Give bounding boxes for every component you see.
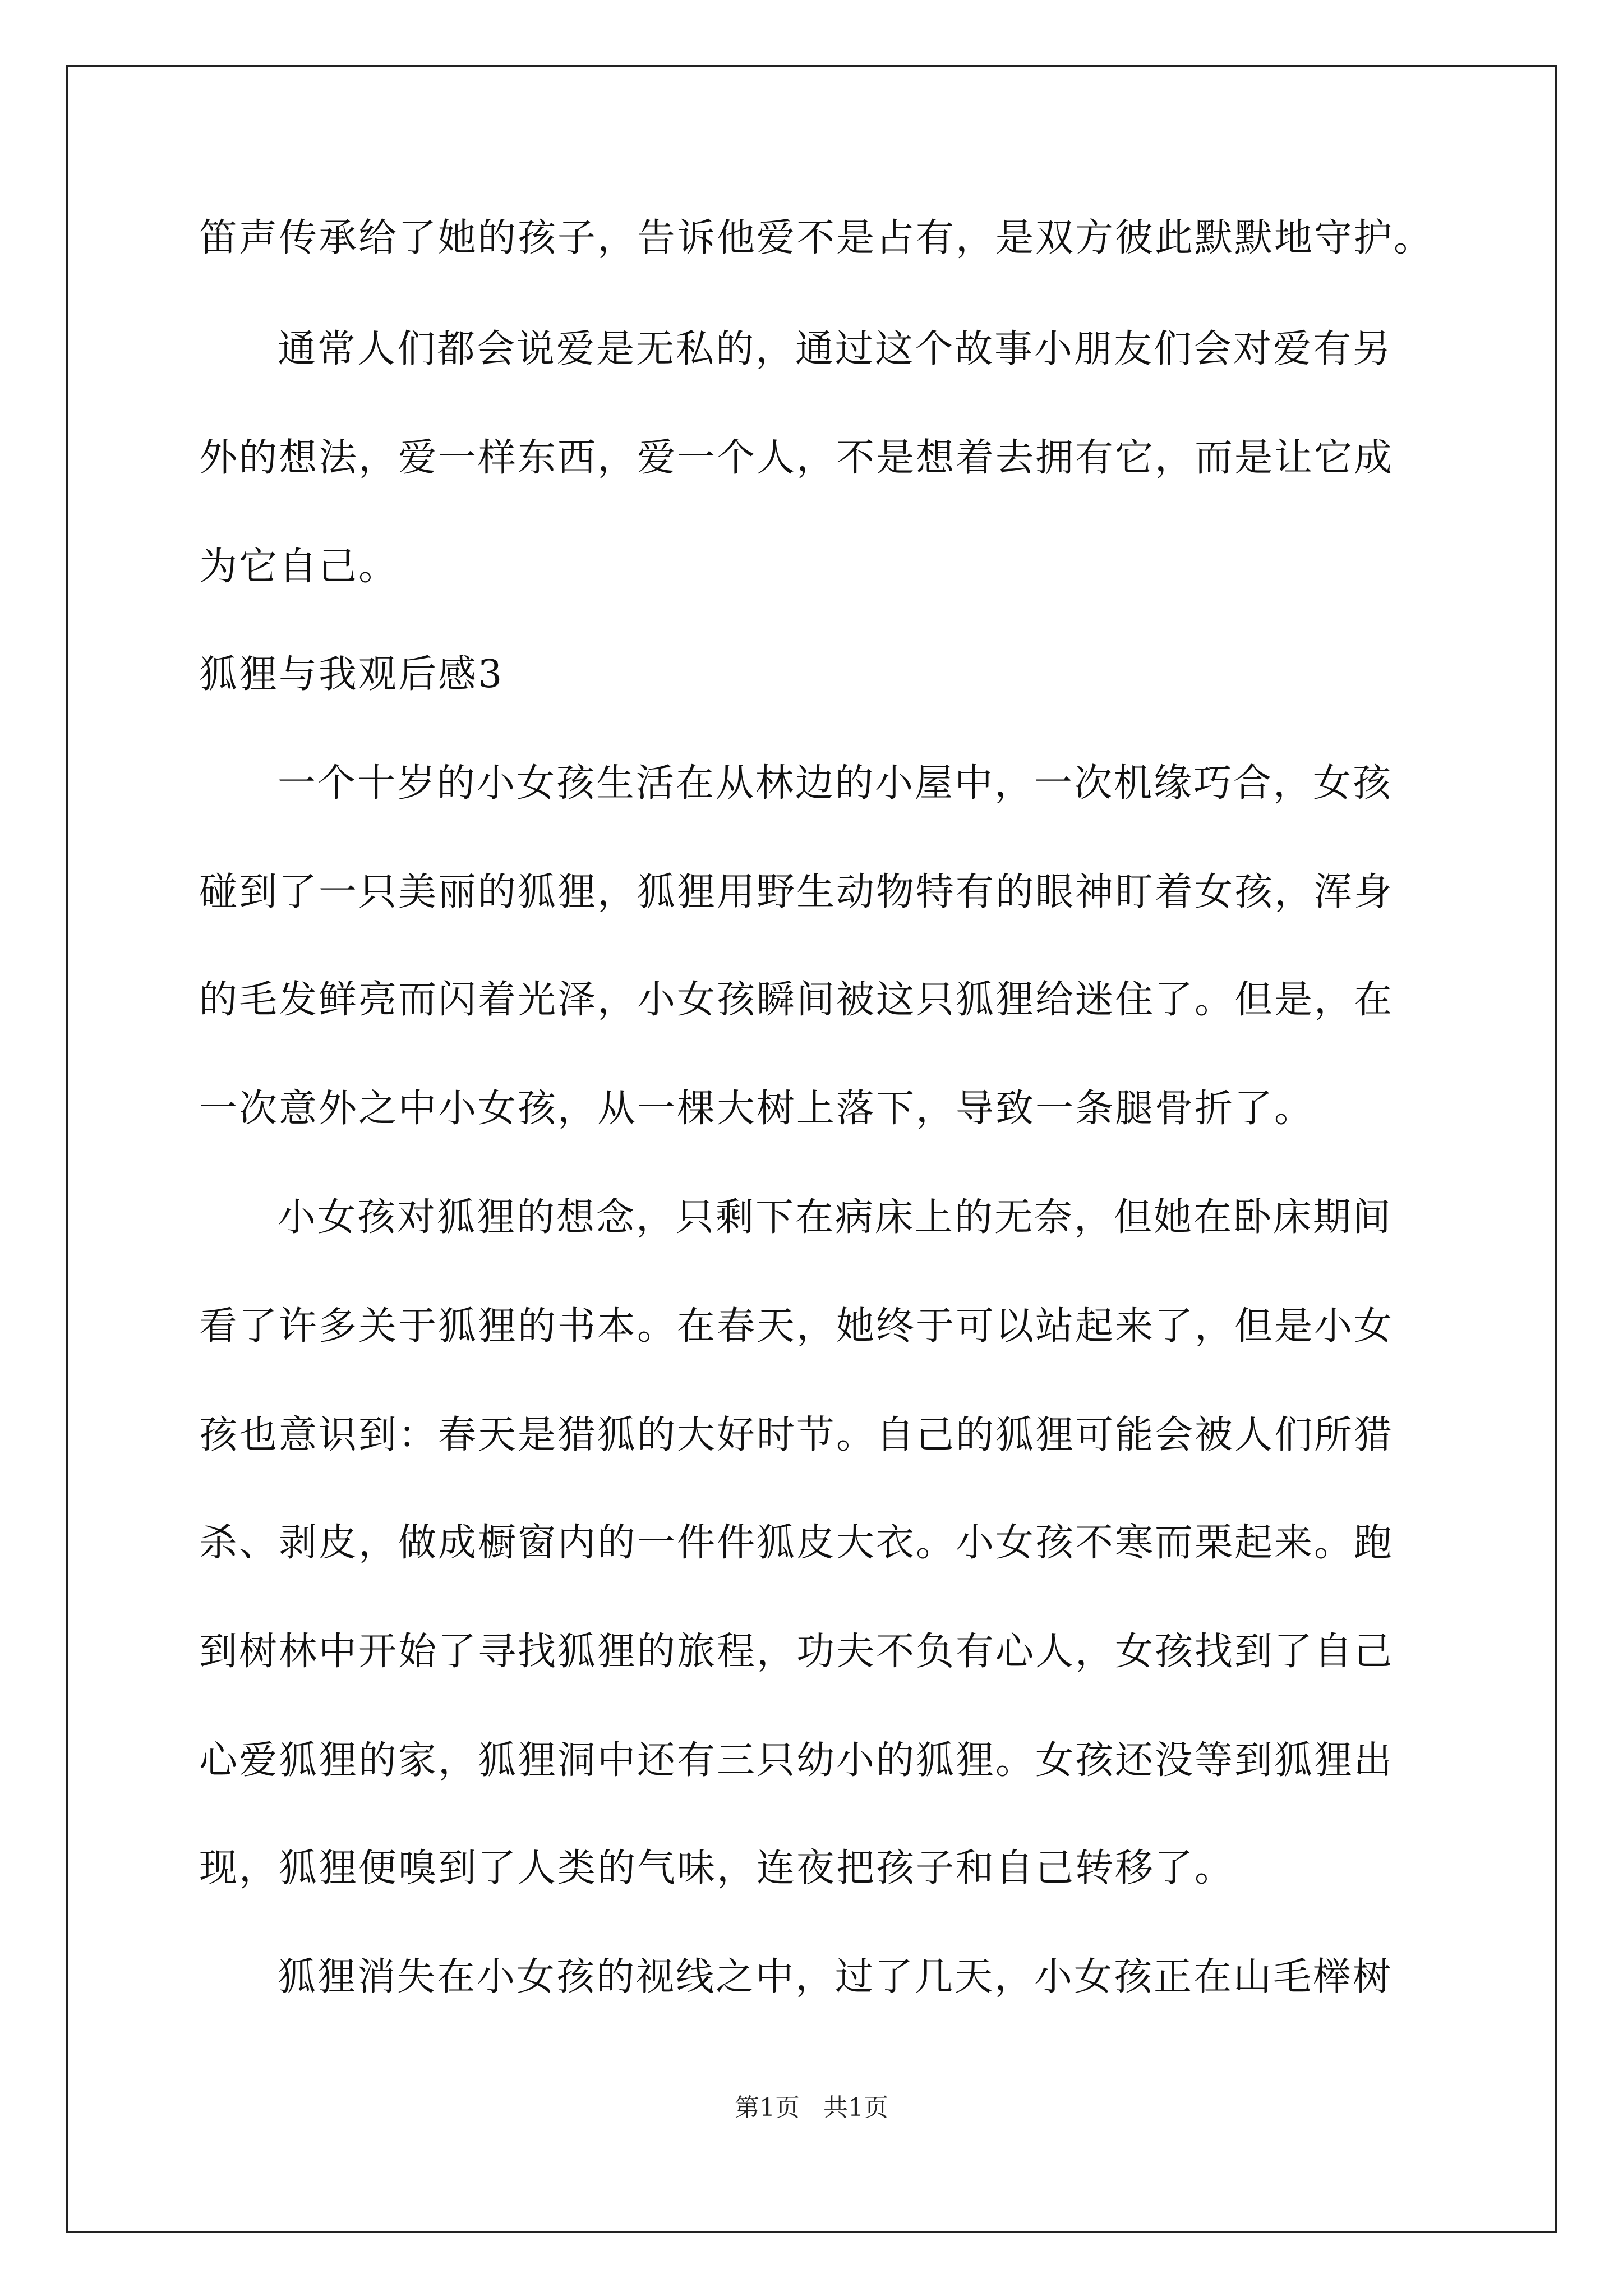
text-line: 到树林中开始了寻找狐狸的旅程，功夫不负有心人，女孩找到了自己 xyxy=(199,1630,1394,1674)
text-line: 一次意外之中小女孩，从一棵大树上落下，导致一条腿骨折了。 xyxy=(199,1087,1315,1131)
page-border xyxy=(66,65,1557,2233)
text-line: 杀、剥皮，做成橱窗内的一件件狐皮大衣。小女孩不寒而栗起来。跑 xyxy=(199,1521,1394,1565)
text-line: 笛声传承给了她的孩子，告诉他爱不是占有，是双方彼此默默地守护。 xyxy=(199,216,1434,260)
paragraph-line: 小女孩对狐狸的想念，只剩下在病床上的无奈，但她在卧床期间 xyxy=(278,1195,1393,1240)
text-line: 碰到了一只美丽的狐狸，狐狸用野生动物特有的眼神盯着女孩，浑身 xyxy=(199,870,1394,914)
text-line: 孩也意识到：春天是猎狐的大好时节。自己的狐狸可能会被人们所猎 xyxy=(199,1413,1394,1457)
page-footer xyxy=(0,2091,1623,2125)
text-line: 心爱狐狸的家，狐狸洞中还有三只幼小的狐狸。女孩还没等到狐狸出 xyxy=(199,1738,1394,1783)
text-line: 外的想法，爱一样东西，爱一个人，不是想着去拥有它，而是让它成 xyxy=(199,436,1394,480)
section-title: 狐狸与我观后感3 xyxy=(199,652,504,697)
paragraph-line: 一个十岁的小女孩生活在从林边的小屋中，一次机缘巧合，女孩 xyxy=(278,761,1393,806)
text-line: 看了许多关于狐狸的书本。在春天，她终于可以站起来了，但是小女 xyxy=(199,1304,1394,1349)
paragraph-line: 通常人们都会说爱是无私的，通过这个故事小朋友们会对爱有另 xyxy=(278,327,1393,371)
paragraph-line: 狐狸消失在小女孩的视线之中，过了几天，小女孩正在山毛榉树 xyxy=(278,1955,1393,1999)
page-number: 第1页 xyxy=(735,2093,800,2122)
text-line: 现，狐狸便嗅到了人类的气味，连夜把孩子和自己转移了。 xyxy=(199,1846,1235,1890)
text-line: 的毛发鲜亮而闪着光泽，小女孩瞬间被这只狐狸给迷住了。但是，在 xyxy=(199,978,1394,1022)
text-line: 为它自己。 xyxy=(199,545,399,589)
page-total: 共1页 xyxy=(823,2093,888,2122)
